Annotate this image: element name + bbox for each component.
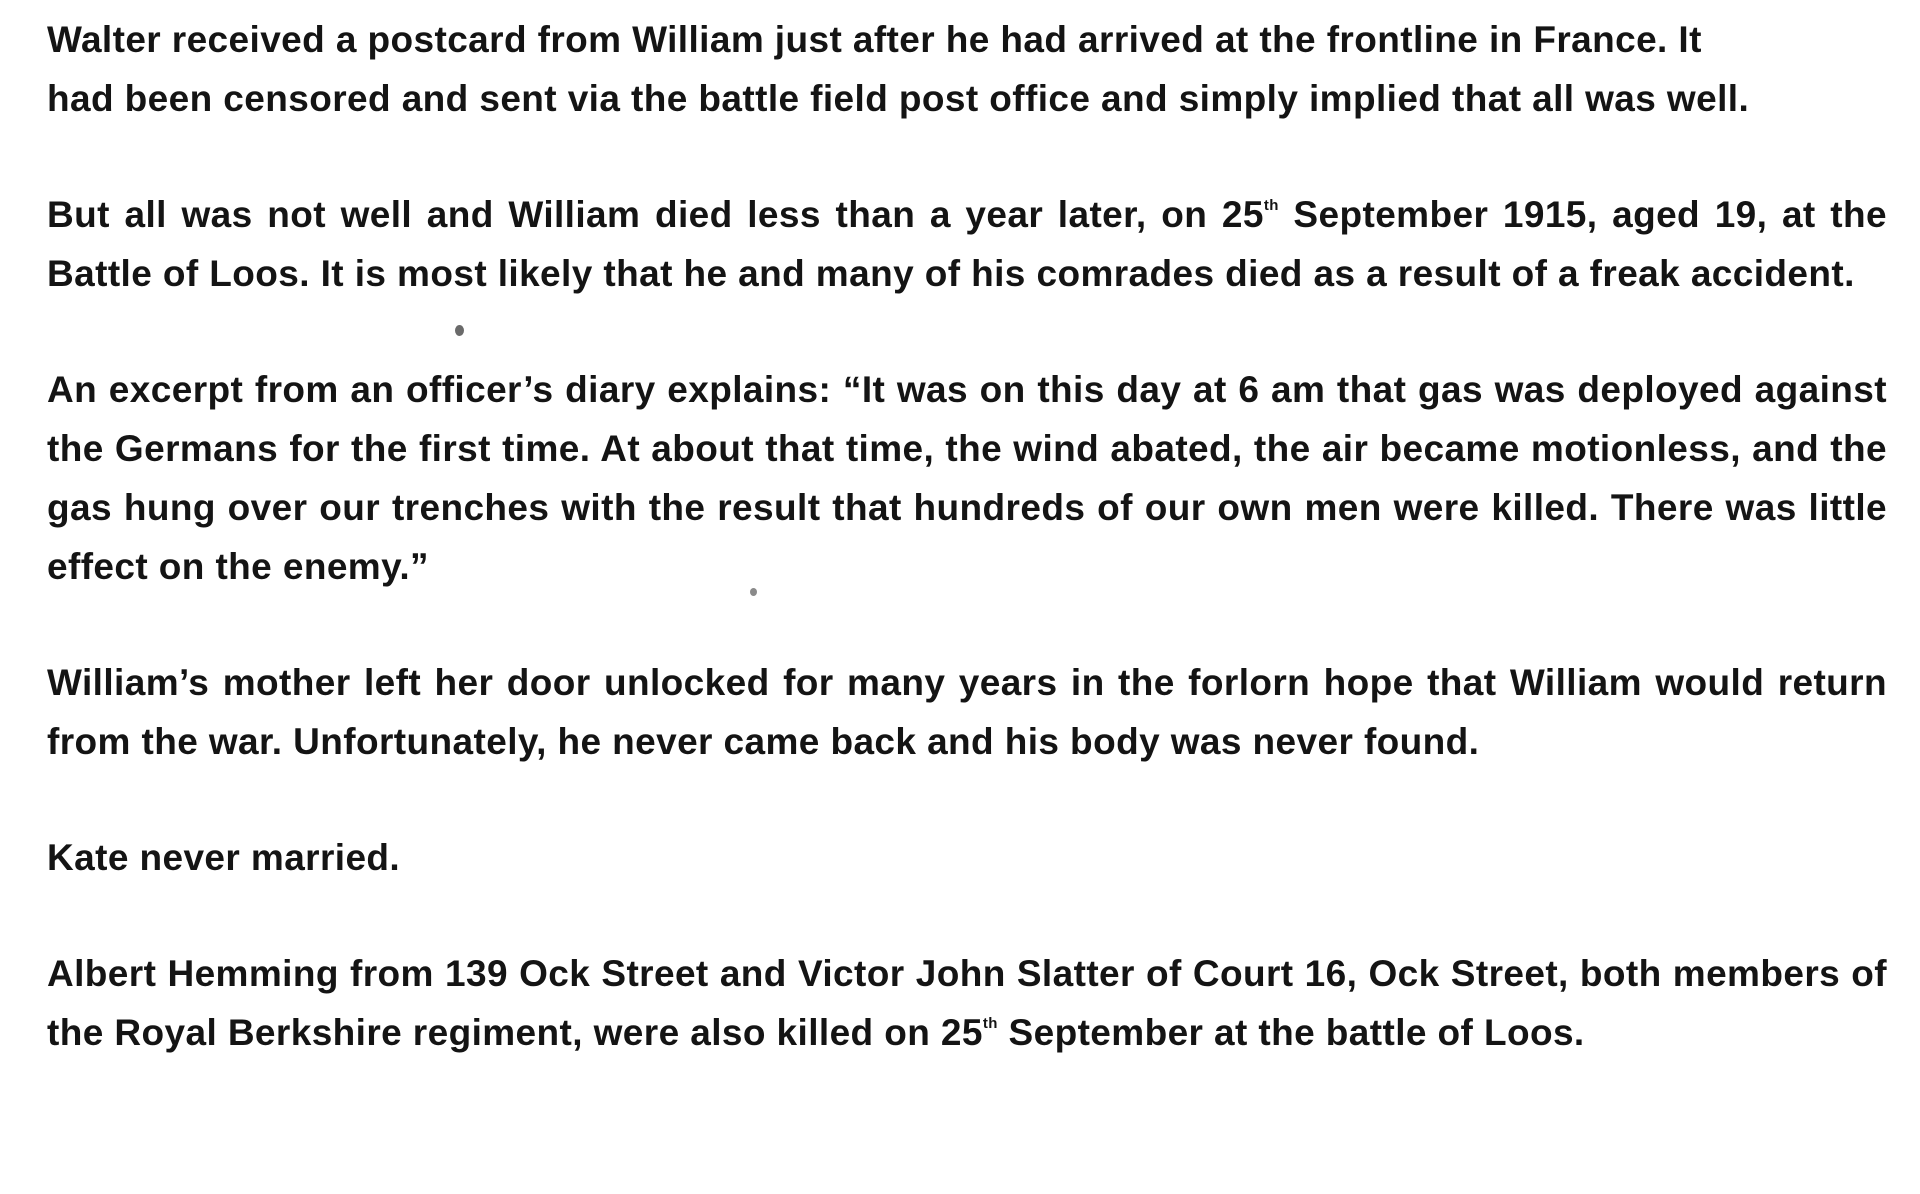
paper-speck [750,588,757,596]
paragraph-death-text-a: But all was not well and William died less than a year later, on 25 [47,194,1264,235]
paragraph-albert-victor [47,944,1887,1062]
paragraph-death-text-b: September 1915, aged 19, at the Battle of Loos. It is most likely that he and many of his comrades died as a result of a freak accident. [47,194,1887,294]
paragraph-postcard-line2: had been censored and sent via the battle field post office and simply implied that all was well. [47,78,1750,119]
ordinal-suffix: th [982,1014,998,1032]
paper-speck [455,325,464,336]
paragraph-mother: William’s mother left her door unlocked for many years in the forlorn hope that William would return from the war. Unfortunately, he never came back and his body was never found. [47,662,1887,762]
paragraph-postcard [47,10,1887,128]
paragraph-diary-excerpt: An excerpt from an officer’s diary explains: “It was on this day at 6 am that gas was deployed against the Germans for the first time. At about that time, the wind abated, the air became motionless, and the gas hung over our trenches with the result that hundreds of our own men were killed. There was little effect on the enemy.” [47,369,1887,587]
paragraph-postcard-line1: Walter received a postcard from William just after he had arrived at the frontline in France. It [47,19,1702,60]
paragraph-kate: Kate never married. [47,837,401,878]
paragraph-albert-victor-text-b: September at the battle of Loos. [997,1012,1585,1053]
paragraph-albert-victor-text-a: Albert Hemming from 139 Ock Street and Victor John Slatter of Court 16, Ock Street, both members of the Royal Berkshire regiment, were also killed on 25 [47,953,1887,1053]
paragraph-death [47,185,1887,303]
document-page [47,10,1887,1119]
ordinal-suffix: th [1263,196,1279,214]
